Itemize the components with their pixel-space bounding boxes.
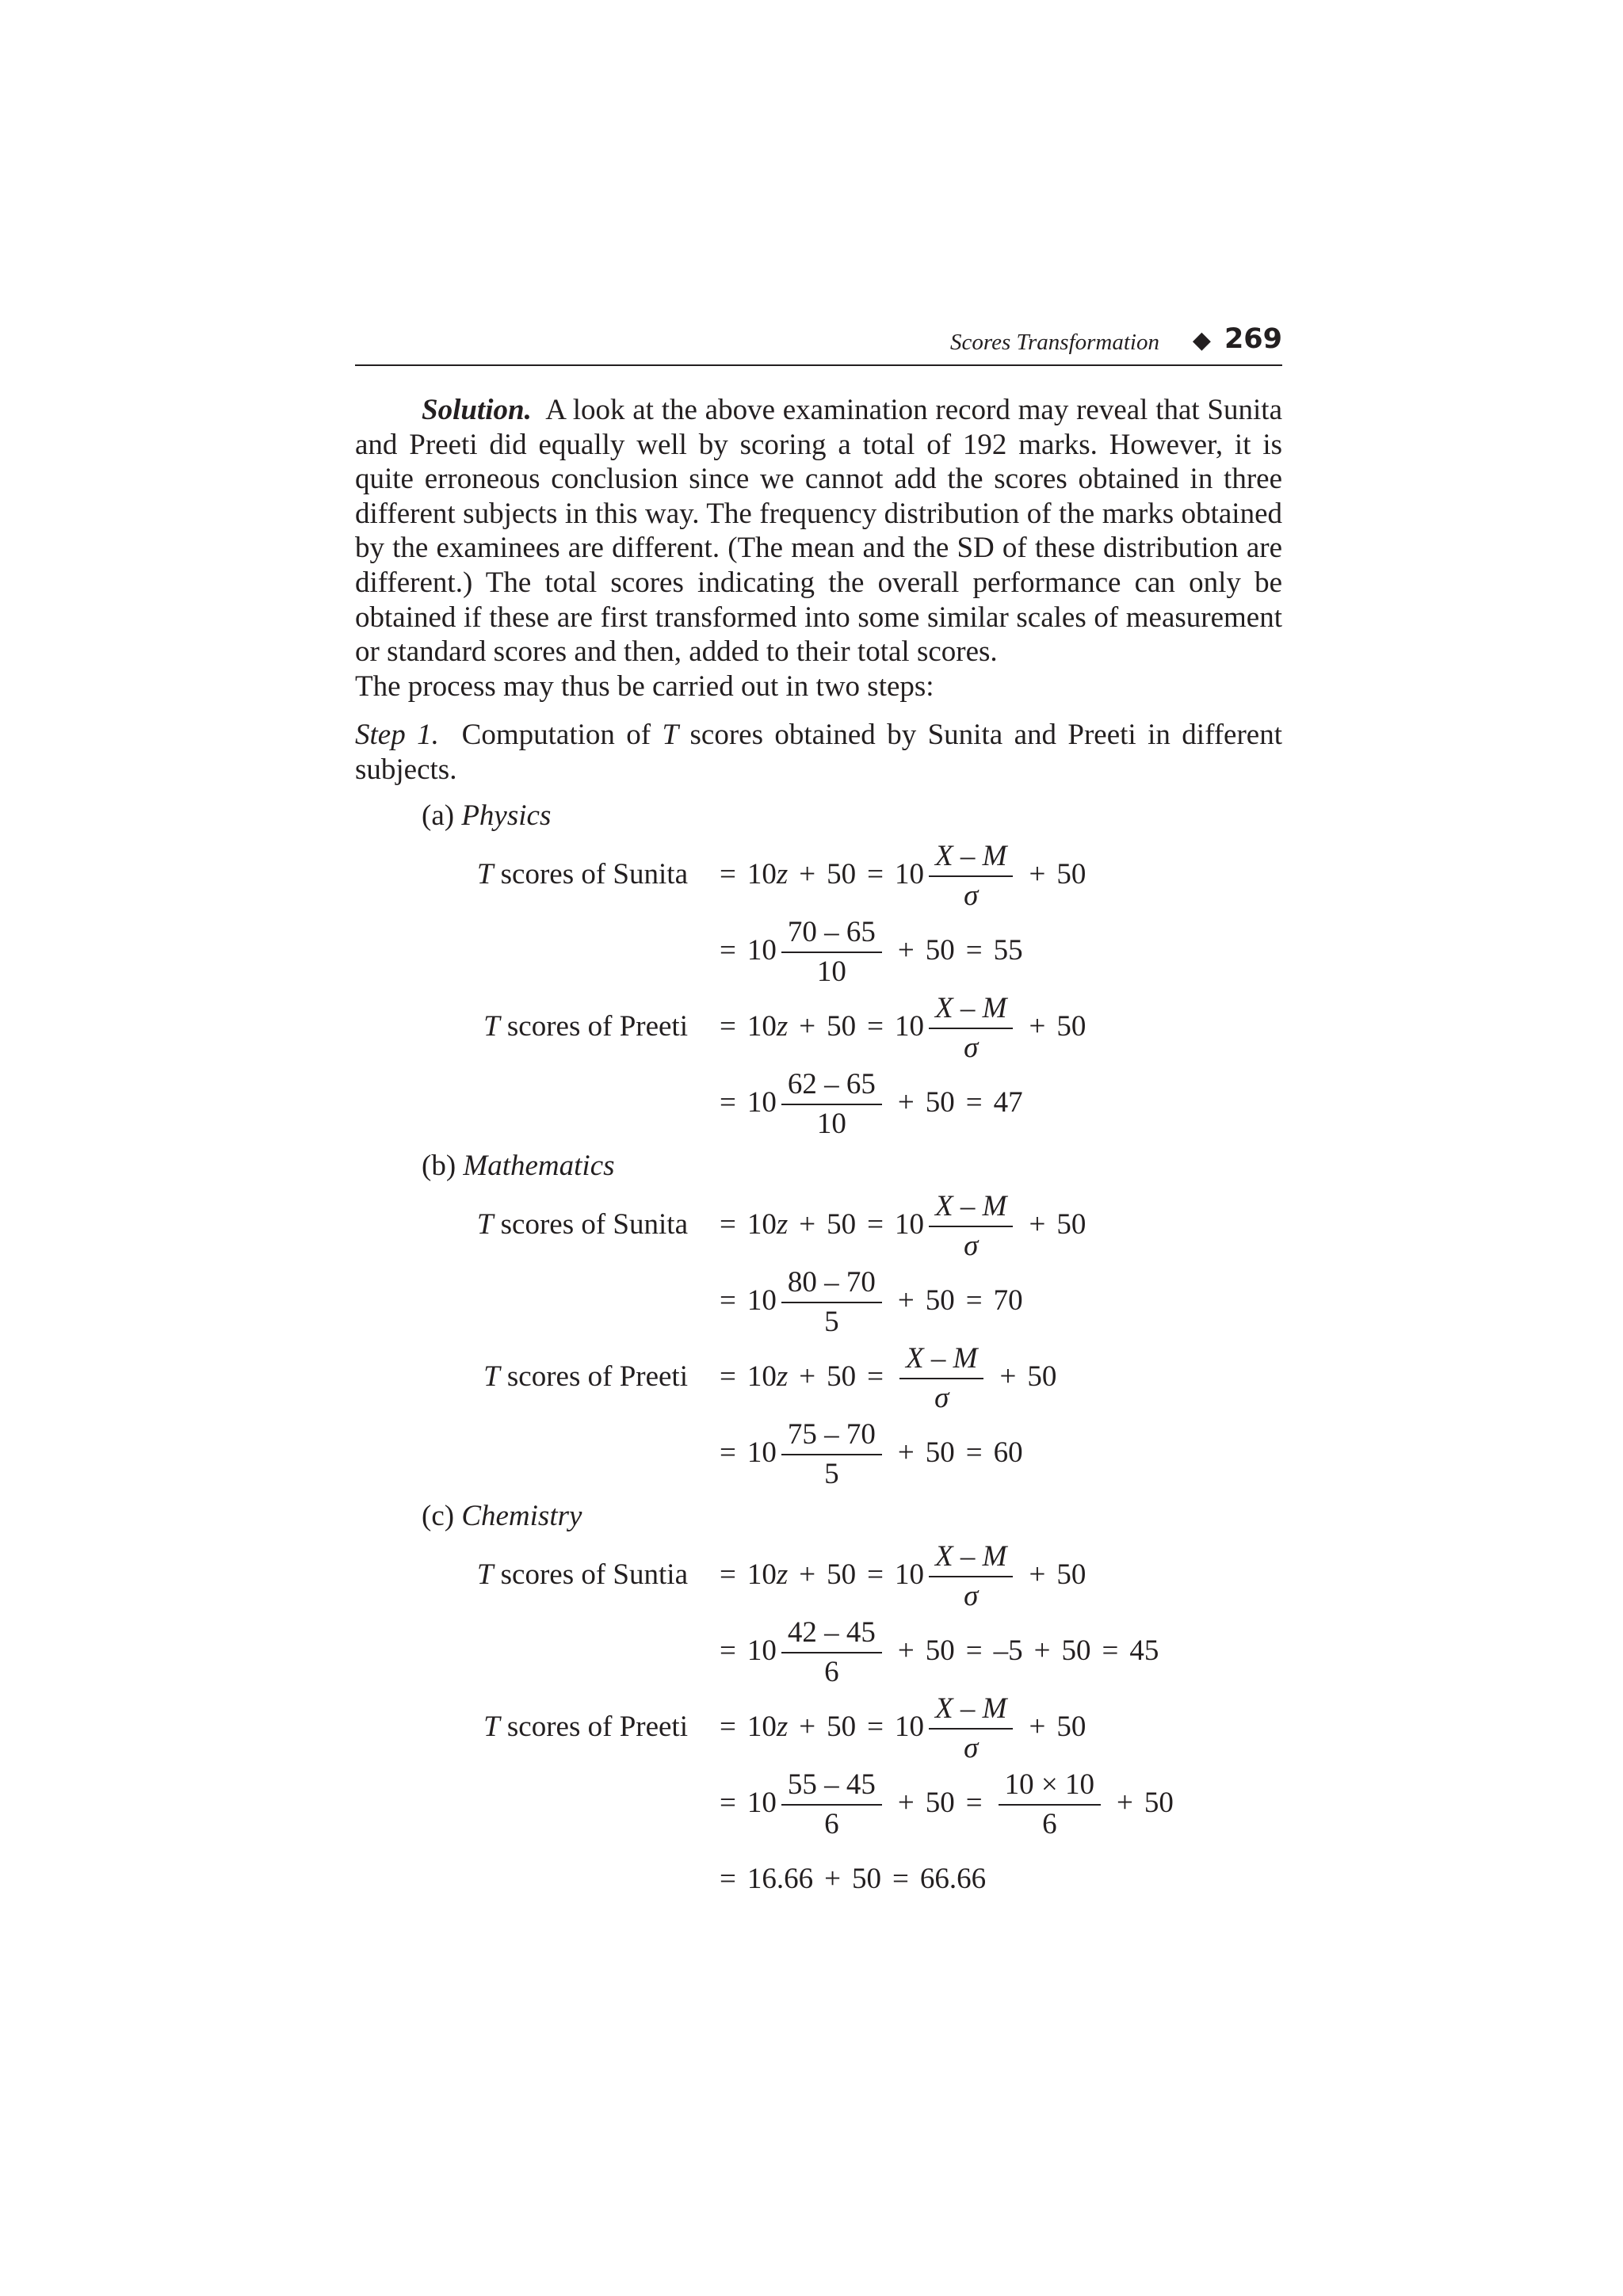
page <box>355 323 1282 1914</box>
equation-lhs: T scores of Preeti <box>483 1710 688 1743</box>
equation-row <box>355 1412 1282 1488</box>
equation-row <box>355 1336 1282 1412</box>
equation-lhs: T scores of Preeti <box>483 1360 688 1393</box>
equation-rhs: = 10 $\frac{42 - 45}{6}$ + 50 = –5 + 50 = 45 <box>720 1615 1159 1688</box>
fraction: $\frac{X - M}{\sigma}$ <box>929 841 1013 912</box>
process-line: The process may thus be carried out in two steps: <box>355 669 934 703</box>
subsection-chemistry <box>422 1499 1282 1534</box>
equation-rhs: = 10 $\frac{62 - 65}{10}$ + 50 = 47 <box>720 1067 1023 1140</box>
equation-lhs: T scores of Sunita <box>476 857 688 891</box>
equation-row <box>355 1534 1282 1610</box>
equation-row <box>355 1184 1282 1260</box>
equation-rhs: = 10 $\frac{70 - 65}{10}$ + 50 = 55 <box>720 915 1023 988</box>
equation-rhs: = 10 $\frac{80 - 70}{5}$ + 50 = 70 <box>720 1265 1023 1338</box>
fraction: $\frac{10 \times 10}{6}$ <box>999 1769 1101 1840</box>
equation-row <box>355 1762 1282 1838</box>
fraction: $\frac{X - M}{\sigma}$ <box>899 1343 983 1414</box>
equation-lhs: T scores of Sunita <box>476 1207 688 1241</box>
subsection-label: (b) <box>422 1149 456 1182</box>
equation-row <box>355 986 1282 1062</box>
running-head-section: Scores Transformation <box>950 330 1159 355</box>
subsection-label: (a) <box>422 799 455 832</box>
fraction: $\frac{62 - 65}{10}$ <box>781 1069 882 1140</box>
subsection-name: Physics <box>461 799 552 832</box>
equation-rhs: = 10 z + 50 = 10 $\frac{X - M}{\sigma}$ + 50 <box>720 1691 1086 1764</box>
equation-rhs: = 10 z + 50 = 10 $\frac{X - M}{\sigma}$ + 50 <box>720 991 1086 1064</box>
subsection-label: (c) <box>422 1499 455 1532</box>
solution-paragraph <box>355 393 1282 669</box>
diamond-icon: ◆ <box>1192 327 1211 353</box>
equation-lhs: T scores of Suntia <box>476 1558 688 1591</box>
equation-rhs: = 10 z + 50 = 10 $\frac{X - M}{\sigma}$ + 50 <box>720 1539 1086 1612</box>
fraction: $\frac{75 - 70}{5}$ <box>781 1419 882 1490</box>
step-1-text-b: scores obtained by Sunita and Preeti in different subjects. <box>355 719 1282 786</box>
equation-row <box>355 1610 1282 1686</box>
equation-rhs: = 10 z + 50 = $\frac{X - M}{\sigma}$ + 50 <box>720 1341 1057 1414</box>
equation-lhs: T scores of Preeti <box>483 1009 688 1043</box>
fraction: $\frac{X - M}{\sigma}$ <box>929 1191 1013 1262</box>
fraction: $\frac{42 - 45}{6}$ <box>781 1617 882 1688</box>
equation-rhs: = 10 $\frac{75 - 70}{5}$ + 50 = 60 <box>720 1417 1023 1490</box>
fraction: $\frac{55 - 45}{6}$ <box>781 1769 882 1840</box>
running-head <box>355 323 1282 366</box>
fraction: $\frac{X - M}{\sigma}$ <box>929 1693 1013 1764</box>
equation-rhs: = 10 z + 50 = 10 $\frac{X - M}{\sigma}$ + 50 <box>720 839 1086 912</box>
equation-rhs: = 10 $\frac{55 - 45}{6}$ + 50 = $\frac{10 \times 10}{6}$ + 50 <box>720 1768 1174 1840</box>
subsection-mathematics <box>422 1149 1282 1184</box>
fraction: $\frac{X - M}{\sigma}$ <box>929 993 1013 1064</box>
subsection-physics <box>422 799 1282 833</box>
equation-row <box>355 910 1282 986</box>
subsection-name: Chemistry <box>461 1499 582 1532</box>
step-1-t: T <box>662 719 679 752</box>
equation-row <box>355 1260 1282 1336</box>
fraction: $\frac{X - M}{\sigma}$ <box>929 1541 1013 1612</box>
fraction: $\frac{80 - 70}{5}$ <box>781 1267 882 1338</box>
fraction: $\frac{70 - 65}{10}$ <box>781 917 882 988</box>
equation-rhs: = 16.66 + 50 = 66.66 <box>720 1863 987 1896</box>
solution-label: Solution. <box>422 394 532 426</box>
equation-row <box>355 1838 1282 1914</box>
solution-text: A look at the above examination record may reveal that Sunita and Preeti did equally well by scoring a total of 192 marks. However, it is quite erroneous conclusion since we cannot add the scores obtained in three different subjects in this way. The frequency distribution of the marks obtained by the examinees are different. (The mean and the SD of these distribution are different.) The total scores indicating the overall performance can only be obtained if these are first transformed into some similar scales of measurement or standard scores and then, added to their total scores. <box>355 394 1282 669</box>
equation-row <box>355 833 1282 910</box>
step-1-label: Step 1. <box>355 719 439 752</box>
subsection-name: Mathematics <box>463 1149 615 1182</box>
page-number: 269 <box>1224 323 1282 355</box>
equation-rhs: = 10 z + 50 = 10 $\frac{X - M}{\sigma}$ + 50 <box>720 1189 1086 1262</box>
equation-row <box>355 1686 1282 1762</box>
step-1 <box>355 718 1282 787</box>
equation-row <box>355 1062 1282 1138</box>
step-1-text-a: Computation of <box>461 719 651 752</box>
